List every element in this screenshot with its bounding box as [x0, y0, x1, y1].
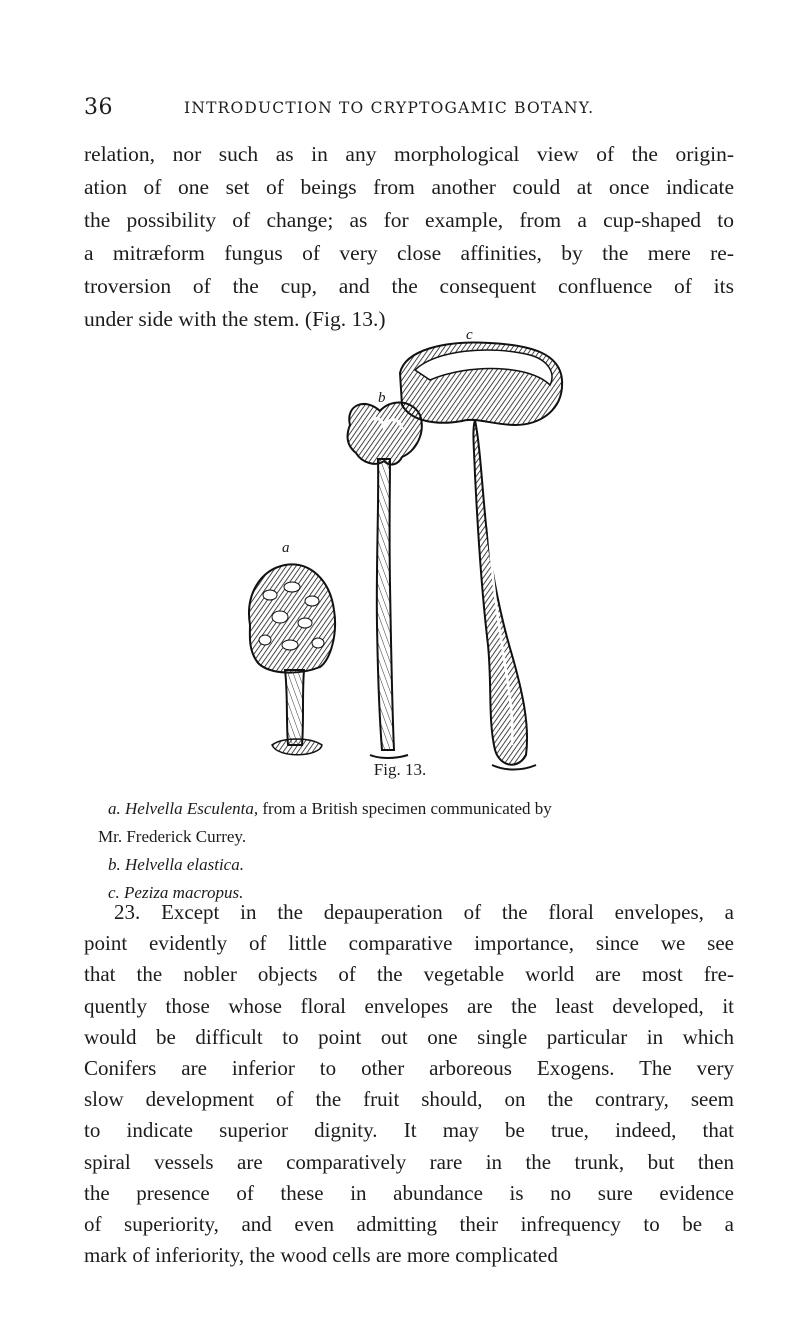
- text-line: ation of one set of beings from another could at once indicate: [84, 175, 734, 199]
- legend-item-a: [108, 795, 738, 823]
- legend-species-name: Peziza macropus.: [124, 883, 244, 902]
- text-line: would be difficult to point out one single particular in which: [84, 1024, 734, 1049]
- specimen-c: [400, 342, 562, 769]
- legend-letter: c.: [108, 883, 120, 902]
- text-line: spiral vessels are comparatively rare in the trunk, but then: [84, 1149, 734, 1174]
- text-line: quently those whose floral envelopes are the least developed, it: [84, 993, 734, 1018]
- page-number: 36: [84, 95, 113, 120]
- specimen-a: [249, 564, 335, 754]
- intro-paragraph: [84, 138, 734, 336]
- legend-item-a-continued: Mr. Frederick Currey.: [98, 827, 247, 846]
- page-header: [84, 95, 724, 129]
- text-line: Conifers are inferior to other arboreous Exogens. The very: [84, 1056, 734, 1081]
- text-line: 23. Except in the depauperation of the floral envelopes, a: [114, 900, 734, 924]
- figure-caption: Fig. 13.: [373, 760, 427, 779]
- text-line: relation, nor such as in any morphological view of the origin-: [84, 142, 734, 166]
- figure-label-c: c: [466, 327, 473, 343]
- text-line: mark of inferiority, the wood cells are more complicated: [84, 1243, 558, 1268]
- legend-description: from a British specimen communicated by: [262, 799, 552, 818]
- legend-species-name: Helvella Esculenta,: [125, 799, 259, 818]
- fungi-illustration: [230, 325, 590, 775]
- text-line: point evidently of little comparative importance, since we see: [84, 931, 734, 956]
- text-line: slow development of the fruit should, on the contrary, seem: [84, 1087, 734, 1112]
- legend-letter: b.: [108, 855, 121, 874]
- text-line: the presence of these in abundance is no sure evidence: [84, 1180, 734, 1205]
- text-line: that the nobler objects of the vegetable world are most fre-: [84, 962, 734, 987]
- text-line: troversion of the cup, and the consequent confluence of its: [84, 274, 734, 298]
- specimen-b: [348, 402, 422, 758]
- text-line: the possibility of change; as for example, from a cup-shaped to: [84, 208, 734, 232]
- legend-species-name: Helvella elastica.: [125, 855, 244, 874]
- text-line: of superiority, and even admitting their infrequency to be a: [84, 1212, 734, 1237]
- figure-label-b: b: [378, 390, 386, 406]
- legend-letter: a.: [108, 799, 121, 818]
- text-line: under side with the stem. (Fig. 13.): [84, 307, 386, 331]
- legend-item-b: [108, 851, 738, 879]
- figure-legend: [98, 795, 738, 907]
- text-line: a mitræform fungus of very close affinities, by the mere re-: [84, 241, 734, 265]
- section-23-paragraph: [84, 897, 734, 1271]
- figure-label-a: a: [282, 540, 290, 556]
- running-head: INTRODUCTION TO CRYPTOGAMIC BOTANY.: [184, 99, 595, 117]
- text-line: to indicate superior dignity. It may be true, indeed, that: [84, 1118, 734, 1143]
